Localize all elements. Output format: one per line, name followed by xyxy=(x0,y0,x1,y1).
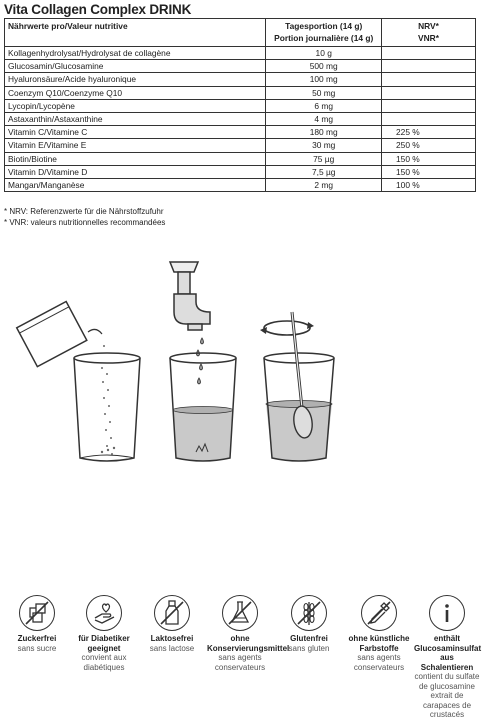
glass-filling-icon xyxy=(170,353,236,461)
feature-label-de: Glutenfrei xyxy=(290,634,328,643)
nutrient-cell: Vitamin E/Vitamine E xyxy=(5,139,266,152)
table-row xyxy=(5,73,476,86)
feature-item xyxy=(276,595,342,653)
wheat-icon xyxy=(291,595,327,631)
feature-label-de: Laktosefrei xyxy=(150,634,194,643)
nutrient-cell: Lycopin/Lycopène xyxy=(5,99,266,112)
amount-cell: 180 mg xyxy=(266,126,382,139)
nutrient-cell: Vitamin D/Vitamine D xyxy=(5,165,266,178)
nutrition-table xyxy=(4,18,476,192)
nutrient-cell: Hyaluronsäure/Acide hyaluronique xyxy=(5,73,266,86)
nutrient-cell: Astaxanthin/Astaxanthine xyxy=(5,112,266,125)
table-row xyxy=(5,178,476,191)
nrv-cell: 225 % xyxy=(382,126,476,139)
sachet-pouring-icon xyxy=(17,301,115,455)
amount-cell: 75 µg xyxy=(266,152,382,165)
nutrient-cell: Glucosamin/Glucosamine xyxy=(5,60,266,73)
table-row xyxy=(5,60,476,73)
nrv-cell: 250 % xyxy=(382,139,476,152)
feature-label-de: ohne künstliche Farbstoffe xyxy=(348,634,410,653)
table-row xyxy=(5,86,476,99)
milk-bottle-icon xyxy=(154,595,190,631)
amount-cell: 100 mg xyxy=(266,73,382,86)
stirring-arrow-icon xyxy=(260,321,314,335)
info-icon xyxy=(429,595,465,631)
glass-empty-icon xyxy=(74,353,140,461)
nrv-cell xyxy=(382,60,476,73)
nrv-cell: 150 % xyxy=(382,152,476,165)
footnote-vnr: * VNR: valeurs nutritionnelles recommandées xyxy=(4,218,166,227)
nutrient-cell: Vitamin C/Vitamine C xyxy=(5,126,266,139)
amount-cell: 6 mg xyxy=(266,99,382,112)
header-daily-portion-de: Tagesportion (14 g) xyxy=(285,21,363,31)
table-row xyxy=(5,112,476,125)
nrv-cell xyxy=(382,47,476,60)
feature-label-fr: sans sucre xyxy=(17,643,57,653)
feature-label-fr: sans lactose xyxy=(149,643,195,653)
amount-cell: 2 mg xyxy=(266,178,382,191)
nrv-cell: 100 % xyxy=(382,178,476,191)
nrv-cell xyxy=(382,99,476,112)
feature-label-de: für Diabetiker geeignet xyxy=(78,634,130,653)
table-row xyxy=(5,99,476,112)
pipette-icon xyxy=(361,595,397,631)
table-row xyxy=(5,47,476,60)
header-nrv-de: NRV* xyxy=(418,21,439,31)
flask-icon xyxy=(222,595,258,631)
amount-cell: 10 g xyxy=(266,47,382,60)
nrv-cell xyxy=(382,86,476,99)
feature-label-de: Zuckerfrei xyxy=(17,634,57,643)
nutrient-cell: Coenzym Q10/Coenzyme Q10 xyxy=(5,86,266,99)
nutrient-cell: Biotin/Biotine xyxy=(5,152,266,165)
preparation-illustration xyxy=(0,250,483,480)
feature-label-de: ohne Konservierungsmittel xyxy=(207,634,290,653)
nrv-cell: 150 % xyxy=(382,165,476,178)
table-row xyxy=(5,126,476,139)
feature-item xyxy=(414,595,480,720)
water-tap-icon xyxy=(170,262,210,384)
nutrient-cell: Mangan/Manganèse xyxy=(5,178,266,191)
feature-item xyxy=(207,595,290,672)
table-row xyxy=(5,165,476,178)
table-header-row xyxy=(5,19,476,47)
feature-label-fr: contient du sulfate de glucosamine extrait de carapaces de crustacés xyxy=(414,672,480,719)
header-daily-portion-fr: Portion journalière (14 g) xyxy=(274,33,374,43)
feature-item xyxy=(71,595,137,672)
table-row xyxy=(5,139,476,152)
amount-cell: 500 mg xyxy=(266,60,382,73)
feature-label-de: enthält Glucosaminsulfat aus Schalentieren xyxy=(414,634,482,672)
amount-cell: 50 mg xyxy=(266,86,382,99)
header-daily-portion xyxy=(266,19,382,47)
amount-cell: 7,5 µg xyxy=(266,165,382,178)
feature-label-fr: sans gluten xyxy=(288,643,330,653)
amount-cell: 30 mg xyxy=(266,139,382,152)
product-features xyxy=(0,595,483,720)
feature-label-fr: convient aux diabétiques xyxy=(81,653,127,672)
nutrient-cell: Kollagenhydrolysat/Hydrolysat de collagène xyxy=(5,47,266,60)
nrv-cell xyxy=(382,112,476,125)
amount-cell: 4 mg xyxy=(266,112,382,125)
sugar-cube-icon xyxy=(19,595,55,631)
feature-item xyxy=(139,595,205,653)
header-nrv xyxy=(382,19,476,47)
product-title: Vita Collagen Complex DRINK xyxy=(4,2,192,17)
header-nrv-fr: VNR* xyxy=(418,33,439,43)
table-row xyxy=(5,152,476,165)
feature-label-fr: sans agents conservateurs xyxy=(353,653,405,672)
feature-label-fr: sans agents conservateurs xyxy=(214,653,266,672)
hand-heart-icon xyxy=(86,595,122,631)
feature-item xyxy=(346,595,412,672)
footnote-nrv: * NRV: Referenzwerte für die Nährstoffzufuhr xyxy=(4,207,164,216)
header-nutrient: Nährwerte pro/Valeur nutritive xyxy=(5,19,266,47)
feature-item xyxy=(4,595,70,653)
nrv-cell xyxy=(382,73,476,86)
